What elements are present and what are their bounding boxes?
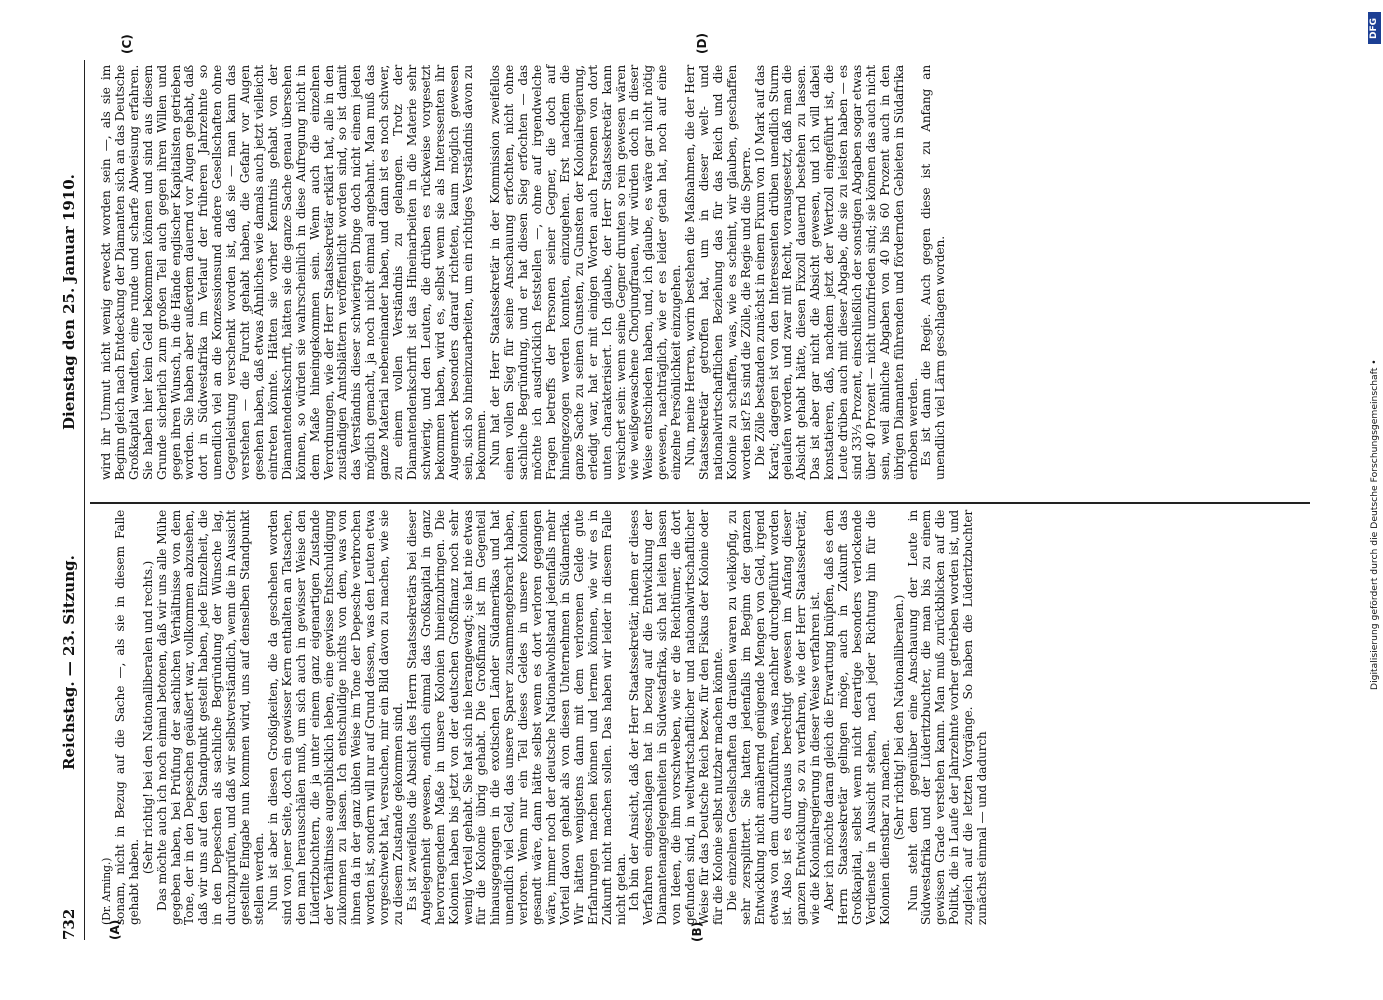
left-column (100, 510, 990, 925)
margin-marker-b: (B) (690, 921, 704, 942)
digitization-credit: Digitalisierung gefördert durch die Deutsche Forschungsgemeinschaft • (1369, 359, 1380, 690)
paragraph: sonam, nicht in Bezug auf die Sache —, als sie in diesem Falle gehabt haben. (112, 510, 141, 925)
paragraph: wird ihr Unmut nicht wenig erweckt worden sein —, als sie im Beginn gleich nach Entdeckung der Diamanten sich an das Deutsche Großkapital wandten, eine runde und scharfe Abweisung erfahren. Sie haben hier kein Geld bekommen können und sind aus diesem Grunde sicherlich zum großen Teil auch gegen ihren Willen und gegen ihren Wunsch, in die Hände englischer Kapitalisten getrieben worden. Sie haben aber außerdem dauernd vor Augen gehabt, daß dort in Südwestafrika im Verlauf der früheren Jahrzehnte so unendlich viel an die Konzessionsund andere Gesellschaften ohne Gegenleistung verschenkt worden ist, daß sie — man kann das verstehen — die Furcht gehabt haben, die Gefahr vor Augen gesehen haben, daß etwas Ähnliches wie damals auch jetzt vielleicht eintreten könnte. Hätten sie vorher Kenntnis gehabt von der Diamantendenkschrift, hätten sie die ganze Sache genau übersehen können, so würden sie wahrscheinlich in diese Aufregung nicht in dem Maße hineingekommen sein. Wenn auch die einzelnen Verordnungen, wie der Herr Staatssekretär erklärt hat, alle in den zuständigen Amtsblättern veröffentlicht worden sind, so ist damit das Verständnis dieser schwierigen Dinge doch nicht einem jeden möglich gemacht, ja noch nicht einmal angebahnt. Man muß das ganze Material nebeneinander haben, und dann ist es noch schwer, zu einem vollen Verständnis zu gelangen. Trotz der Diamantendenkschrift ist das Hineinarbeiten in die Materie sehr schwierig, und den Leuten, die drüben es rückweise vorgesetzt bekommen haben, wird es, selbst wenn sie als Interessenten ihr Augenmerk besonders darauf richteten, kaum möglich gewesen sein, sich so hineinzuarbeiten, um ein richtiges Verständnis davon zu bekommen. (99, 65, 489, 480)
paragraph: Das möchte auch ich noch einmal betonen, daß wir uns alle Mühe gegeben haben, bei Prüfung der sachlichen Verhältnisse von dem Tone, der in den Depeschen geäußert war, vollkommen abzusehen, daß wir uns auf den Standpunkt gestellt haben, jede Einzelheit, die in den Depeschen als sachliche Begründung der Wünsche lag, durchzuprüfen, und daß wir selbstverständlich, wenn die in Aussicht gestellte Eingabe nun kommen wird, uns auf denselben Standpunkt stellen werden. (154, 510, 266, 925)
running-title-left: Reichstag. — 23. Sitzung. (60, 555, 78, 770)
margin-marker-d: (D) (695, 33, 709, 54)
dfg-logo: DFG (1368, 12, 1381, 44)
watermark-strip (1366, 0, 1383, 1000)
margin-marker-c: (C) (120, 34, 134, 54)
page-number: 732 (60, 908, 78, 940)
paragraph: Nun, meine Herren, worin bestehen die Maßnahmen, die der Herr Staatssekretär getroffen hat, um in dieser welt- und nationalwirtschaftlichen Beziehung das für das Reich und die Kolonie zu schaffen, was, wie es scheint, wir glauben, geschaffen worden ist? Es sind die Zölle, die Regie und die Sperre. (683, 65, 753, 480)
paragraph: Ich bin der Ansicht, daß der Herr Staatssekretär, indem er dieses Verfahren eingeschlagen hat in bezug auf die Entwicklung der Diamantenangelegenheiten in Südwestafrika, sich hat leiten lassen von Ideen, die ihm vorschweben, wie er die Reichtümer, die dort gefunden sind, in weltwirtschaftlicher und nationalwirtschaftlicher Weise für das Deutsche Reich bezw. für den Fiskus der Kolonie oder für die Kolonie selbst nutzbar machen könnte. (627, 510, 725, 925)
running-title-right: Dienstag den 25. Januar 1910. (60, 174, 78, 430)
paragraph: Nun ist aber in diesen Großigkeiten, die da geschehen worden sind von jener Seite, doch ein gewisser Kern enthalten an Tatsachen, den man herausschälen muß, um sich auch in gewisser Weise den Lüderitzbuchtern, die ja unter einem ganz eigenartigen Zustande der Verhältnisse augenblicklich leben, eine gewisse Entschuldigung zukommen zu lassen. Ich entschuldige nichts von dem, was von ihnen da in der ganz üblen Weise im Tone der Depesche verbrochen worden ist, sondern will nur auf Grund dessen, was den Leuten etwa vorgeschwebt hat, versuchen, mir ein Bild davon zu machen, wie sie zu diesem Zustande gekommen sind. (265, 510, 406, 925)
paragraph: Es ist zweifellos die Absicht des Herrn Staatssekretärs bei dieser Angelegenheit gewesen, endlich einmal das Großkapital in ganz hervorragendem Maße in unsere Kolonien hineinzubringen. Die Kolonien haben bis jetzt von der deutschen Großfinanz noch sehr wenig Vorteil gehabt. Sie hat sich nie herangewagt; sie hat nie etwas für die Kolonie übrig gehabt. Die Großfinanz ist im Gegenteil hinausgegangen in die exotischen Länder Südamerikas und hat unendlich viel Geld, das unsere Sparer zusammengebracht haben, verloren. Wenn nur ein Teil dieses Geldes in unsere Kolonien gesandt wäre, dann hätte selbst wenn es dort verloren gegangen wäre, immer noch der deutsche Nationalwohlstand jedenfalls mehr Vorteil davon gehabt als von diesen Unternehmen in Südamerika. Wir hätten wenigstens dann mit dem verlorenen Gelde gute Erfahrungen machen können und lernen können, wie wir es in Zukunft nicht machen sollen. Das haben wir leider in diesem Falle nicht getan. (404, 510, 628, 925)
column-divider (90, 503, 1310, 505)
paragraph: Nun hat der Herr Staatssekretär in der Kommission zweifellos einen vollen Sieg für seine Anschauung erfochten, nicht ohne sachliche Begründung, und er hat diesen Sieg erfochten — das möchte ich ausdrücklich feststellen —, ohne auf irgendwelche Fragen betreffs der Personen seiner Gegner, die doch auf hineingezogen werden konnten, einzugehen. Erst nachdem die ganze Sache zu seinen Gunsten, zu Gunsten der Kolonialregierung, erledigt war, hat er mit einigen Worten auch Personen von dort unten charakterisiert. Ich glaube, der Herr Staatssekretär kann versichert sein: wenn seine Gegner drunten so rein gewesen wären wie weißgewaschene Chorjungfrauen, wir würden doch in dieser Weise entschieden haben, und, ich glaube, es wäre gar nicht nötig gewesen, nachträglich, wie er es leider getan hat, noch auf eine einzelne Persönlichkeit einzugehen. (488, 65, 684, 480)
interjection: (Sehr richtig! bei den Nationalliberalen.) (891, 594, 906, 841)
header-rule (84, 60, 85, 940)
right-column (100, 65, 948, 480)
paragraph: Nun steht dem gegenüber eine Anschauung der Leute in Südwestafrika und der Lüderitzbuchter, die man bis zu einem gewissen Grade verstehen kann. Man muß zurückblicken auf die Politik, die in Laufe der Jahrzehnte vorher getrieben worden ist, und zugleich auf die letzten Vorgänge. So haben die Lüderitzbuchter zunächst einmal — und dadurch (905, 510, 990, 925)
speaker-label: (Dr. Arning.) (100, 857, 113, 925)
margin-marker-a: (A) (108, 919, 122, 940)
paragraph: Die einzelnen Gesellschaften da draußen waren zu vielköpfig, zu sehr zersplittert. Sie hatten jedenfalls im Beginn der ganzen Entwicklung nicht annähernd genügende Mengen von Geld, irgend etwas von dem durchzuführen, was nachher durchgeführt worden ist. Also ist es durchaus berechtigt gewesen im Anfang dieser ganzen Entwicklung, so zu verfahren, wie der Herr Staatssekretär, wie die Kolonialregierung in dieser Weise verfahren ist. (724, 510, 823, 925)
paragraph: Aber ich möchte daran gleich die Erwartung knüpfen, daß es dem Herrn Staatssekretär gelingen möge, auch in Zukunft das Großkapital, selbst wenn nicht derartige besonders verlockende Verdienste in Aussicht stehen, nach jeder Richtung hin für die Kolonien dienstbar zu machen. (822, 510, 892, 925)
interjection: (Sehr richtig! bei den Nationalliberalen und rechts.) (140, 560, 155, 875)
paragraph: Es ist dann die Regie. Auch gegen diese ist zu Anfang an unendlich viel Lärm geschlagen worden. (919, 65, 948, 480)
paragraph: Die Zölle bestanden zunächst in einem Fixum von 10 Mark auf das Karat; dagegen ist von den Interessenten drüben unendlich Sturm gelaufen worden, und zwar mit Recht, vorausgesetzt, daß man die Absicht gehabt hätte, diesen Fixzoll dauernd bestehen zu lassen. Das ist aber gar nicht die Absicht gewesen, und ich will dabei konstatieren, daß, nachdem jetzt der Wertzoll eingeführt ist, die Leute drüben auch mit dieser Abgabe, die sie zu leisten haben — es sind 33⅓ Prozent, einschließlich der sonstigen Abgaben sogar etwas über 40 Prozent — nicht unzufrieden sind; sie können das auch nicht sein, weil ähnliche Abgaben von 40 bis 60 Prozent auch in den übrigen Diamanten führenden und fördernden Gebieten in Südafrika erhoben werden. (752, 65, 920, 480)
